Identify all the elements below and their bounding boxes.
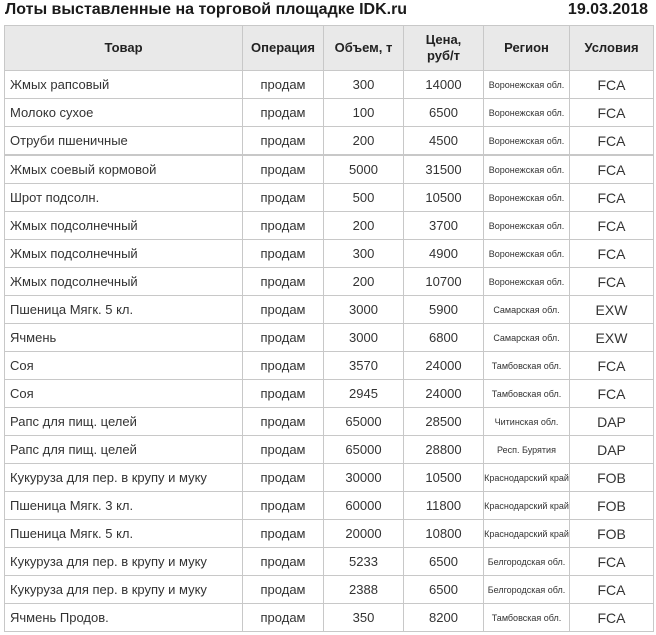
cell-volume: 65000	[324, 408, 404, 436]
cell-terms: EXW	[570, 296, 654, 324]
cell-operation: продам	[243, 71, 324, 99]
cell-price: 6500	[404, 99, 484, 127]
table-row[interactable]	[5, 268, 654, 296]
table-row[interactable]	[5, 99, 654, 127]
cell-product: Жмых подсолнечный	[5, 268, 243, 296]
cell-operation: продам	[243, 464, 324, 492]
cell-price: 28800	[404, 436, 484, 464]
cell-terms: FCA	[570, 99, 654, 127]
table-row[interactable]	[5, 604, 654, 632]
cell-price: 24000	[404, 352, 484, 380]
cell-volume: 200	[324, 268, 404, 296]
cell-region: Самарская обл.	[484, 296, 570, 324]
table-row[interactable]	[5, 576, 654, 604]
cell-region: Респ. Бурятия	[484, 436, 570, 464]
table-row[interactable]	[5, 352, 654, 380]
cell-terms: FCA	[570, 380, 654, 408]
cell-product: Отруби пшеничные	[5, 127, 243, 156]
cell-operation: продам	[243, 268, 324, 296]
cell-volume: 65000	[324, 436, 404, 464]
column-header-operation[interactable]: Операция	[243, 26, 324, 71]
cell-terms: FCA	[570, 184, 654, 212]
cell-product: Соя	[5, 352, 243, 380]
cell-region: Краснодарский край	[484, 520, 570, 548]
cell-price: 14000	[404, 71, 484, 99]
cell-price: 10500	[404, 464, 484, 492]
cell-region: Воронежская обл.	[484, 155, 570, 184]
cell-region: Тамбовская обл.	[484, 352, 570, 380]
cell-volume: 2945	[324, 380, 404, 408]
report-date: 19.03.2018	[567, 1, 648, 18]
cell-region: Белгородская обл.	[484, 548, 570, 576]
cell-operation: продам	[243, 184, 324, 212]
cell-volume: 3000	[324, 324, 404, 352]
table-row[interactable]	[5, 548, 654, 576]
cell-operation: продам	[243, 380, 324, 408]
cell-price: 4900	[404, 240, 484, 268]
cell-terms: FCA	[570, 155, 654, 184]
cell-region: Краснодарский край	[484, 464, 570, 492]
cell-price: 6800	[404, 324, 484, 352]
cell-price: 3700	[404, 212, 484, 240]
cell-product: Шрот подсолн.	[5, 184, 243, 212]
table-header-row	[5, 26, 654, 71]
cell-terms: FCA	[570, 268, 654, 296]
cell-operation: продам	[243, 576, 324, 604]
cell-product: Молоко сухое	[5, 99, 243, 127]
cell-volume: 60000	[324, 492, 404, 520]
table-row[interactable]	[5, 184, 654, 212]
cell-volume: 5000	[324, 155, 404, 184]
cell-product: Пшеница Мягк. 5 кл.	[5, 296, 243, 324]
cell-product: Ячмень	[5, 324, 243, 352]
cell-operation: продам	[243, 436, 324, 464]
cell-product: Жмых соевый кормовой	[5, 155, 243, 184]
cell-volume: 200	[324, 212, 404, 240]
cell-price: 5900	[404, 296, 484, 324]
cell-terms: FCA	[570, 212, 654, 240]
table-row[interactable]	[5, 436, 654, 464]
column-header-region[interactable]: Регион	[484, 26, 570, 71]
cell-volume: 350	[324, 604, 404, 632]
cell-price: 10800	[404, 520, 484, 548]
cell-region: Воронежская обл.	[484, 71, 570, 99]
cell-price: 24000	[404, 380, 484, 408]
cell-volume: 2388	[324, 576, 404, 604]
cell-terms: DAP	[570, 408, 654, 436]
cell-volume: 30000	[324, 464, 404, 492]
cell-product: Жмых подсолнечный	[5, 240, 243, 268]
cell-price: 10700	[404, 268, 484, 296]
cell-region: Воронежская обл.	[484, 240, 570, 268]
lots-table	[4, 25, 654, 632]
cell-volume: 3570	[324, 352, 404, 380]
cell-terms: FOB	[570, 492, 654, 520]
table-row[interactable]	[5, 464, 654, 492]
cell-terms: FOB	[570, 464, 654, 492]
cell-terms: FOB	[570, 520, 654, 548]
cell-terms: FCA	[570, 240, 654, 268]
cell-product: Кукуруза для пер. в крупу и муку	[5, 576, 243, 604]
cell-product: Рапс для пищ. целей	[5, 436, 243, 464]
cell-terms: FCA	[570, 71, 654, 99]
table-row[interactable]	[5, 324, 654, 352]
cell-region: Воронежская обл.	[484, 184, 570, 212]
cell-operation: продам	[243, 408, 324, 436]
table-row[interactable]	[5, 71, 654, 99]
table-row[interactable]	[5, 127, 654, 156]
cell-volume: 300	[324, 71, 404, 99]
cell-product: Жмых рапсовый	[5, 71, 243, 99]
cell-region: Читинская обл.	[484, 408, 570, 436]
cell-terms: FCA	[570, 127, 654, 156]
cell-region: Воронежская обл.	[484, 127, 570, 156]
table-row[interactable]	[5, 212, 654, 240]
cell-terms: FCA	[570, 576, 654, 604]
cell-operation: продам	[243, 127, 324, 156]
cell-price: 11800	[404, 492, 484, 520]
cell-volume: 3000	[324, 296, 404, 324]
cell-volume: 5233	[324, 548, 404, 576]
cell-region: Краснодарский край	[484, 492, 570, 520]
column-header-volume[interactable]: Объем, т	[324, 26, 404, 71]
cell-region: Воронежская обл.	[484, 268, 570, 296]
cell-operation: продам	[243, 548, 324, 576]
cell-region: Тамбовская обл.	[484, 604, 570, 632]
cell-product: Жмых подсолнечный	[5, 212, 243, 240]
cell-volume: 200	[324, 127, 404, 156]
table-row[interactable]	[5, 155, 654, 184]
cell-operation: продам	[243, 604, 324, 632]
cell-product: Соя	[5, 380, 243, 408]
cell-volume: 100	[324, 99, 404, 127]
column-header-price[interactable]: Цена, руб/т	[404, 26, 484, 71]
cell-terms: FCA	[570, 352, 654, 380]
cell-terms: FCA	[570, 548, 654, 576]
cell-price: 31500	[404, 155, 484, 184]
cell-price: 6500	[404, 576, 484, 604]
cell-operation: продам	[243, 296, 324, 324]
table-row[interactable]	[5, 380, 654, 408]
cell-price: 8200	[404, 604, 484, 632]
cell-region: Самарская обл.	[484, 324, 570, 352]
cell-product: Рапс для пищ. целей	[5, 408, 243, 436]
cell-product: Ячмень Продов.	[5, 604, 243, 632]
cell-terms: DAP	[570, 436, 654, 464]
table-row[interactable]	[5, 520, 654, 548]
cell-price: 28500	[404, 408, 484, 436]
cell-operation: продам	[243, 99, 324, 127]
cell-operation: продам	[243, 324, 324, 352]
cell-volume: 500	[324, 184, 404, 212]
table-row[interactable]	[5, 492, 654, 520]
cell-volume: 300	[324, 240, 404, 268]
column-header-product[interactable]: Товар	[5, 26, 243, 71]
cell-volume: 20000	[324, 520, 404, 548]
table-row[interactable]	[5, 240, 654, 268]
cell-product: Пшеница Мягк. 3 кл.	[5, 492, 243, 520]
page-header	[0, 0, 656, 24]
cell-operation: продам	[243, 212, 324, 240]
cell-operation: продам	[243, 492, 324, 520]
cell-operation: продам	[243, 520, 324, 548]
cell-price: 10500	[404, 184, 484, 212]
cell-terms: FCA	[570, 604, 654, 632]
cell-region: Тамбовская обл.	[484, 380, 570, 408]
table-row[interactable]	[5, 296, 654, 324]
cell-product: Пшеница Мягк. 5 кл.	[5, 520, 243, 548]
cell-operation: продам	[243, 155, 324, 184]
cell-product: Кукуруза для пер. в крупу и муку	[5, 464, 243, 492]
cell-price: 6500	[404, 548, 484, 576]
cell-product: Кукуруза для пер. в крупу и муку	[5, 548, 243, 576]
cell-region: Воронежская обл.	[484, 99, 570, 127]
page-title: Лоты выставленные на торговой площадке IDK.ru	[5, 1, 408, 18]
cell-price: 4500	[404, 127, 484, 156]
cell-operation: продам	[243, 352, 324, 380]
cell-region: Воронежская обл.	[484, 212, 570, 240]
column-header-terms[interactable]: Условия	[570, 26, 654, 71]
cell-region: Белгородская обл.	[484, 576, 570, 604]
cell-operation: продам	[243, 240, 324, 268]
table-row[interactable]	[5, 408, 654, 436]
cell-terms: EXW	[570, 324, 654, 352]
